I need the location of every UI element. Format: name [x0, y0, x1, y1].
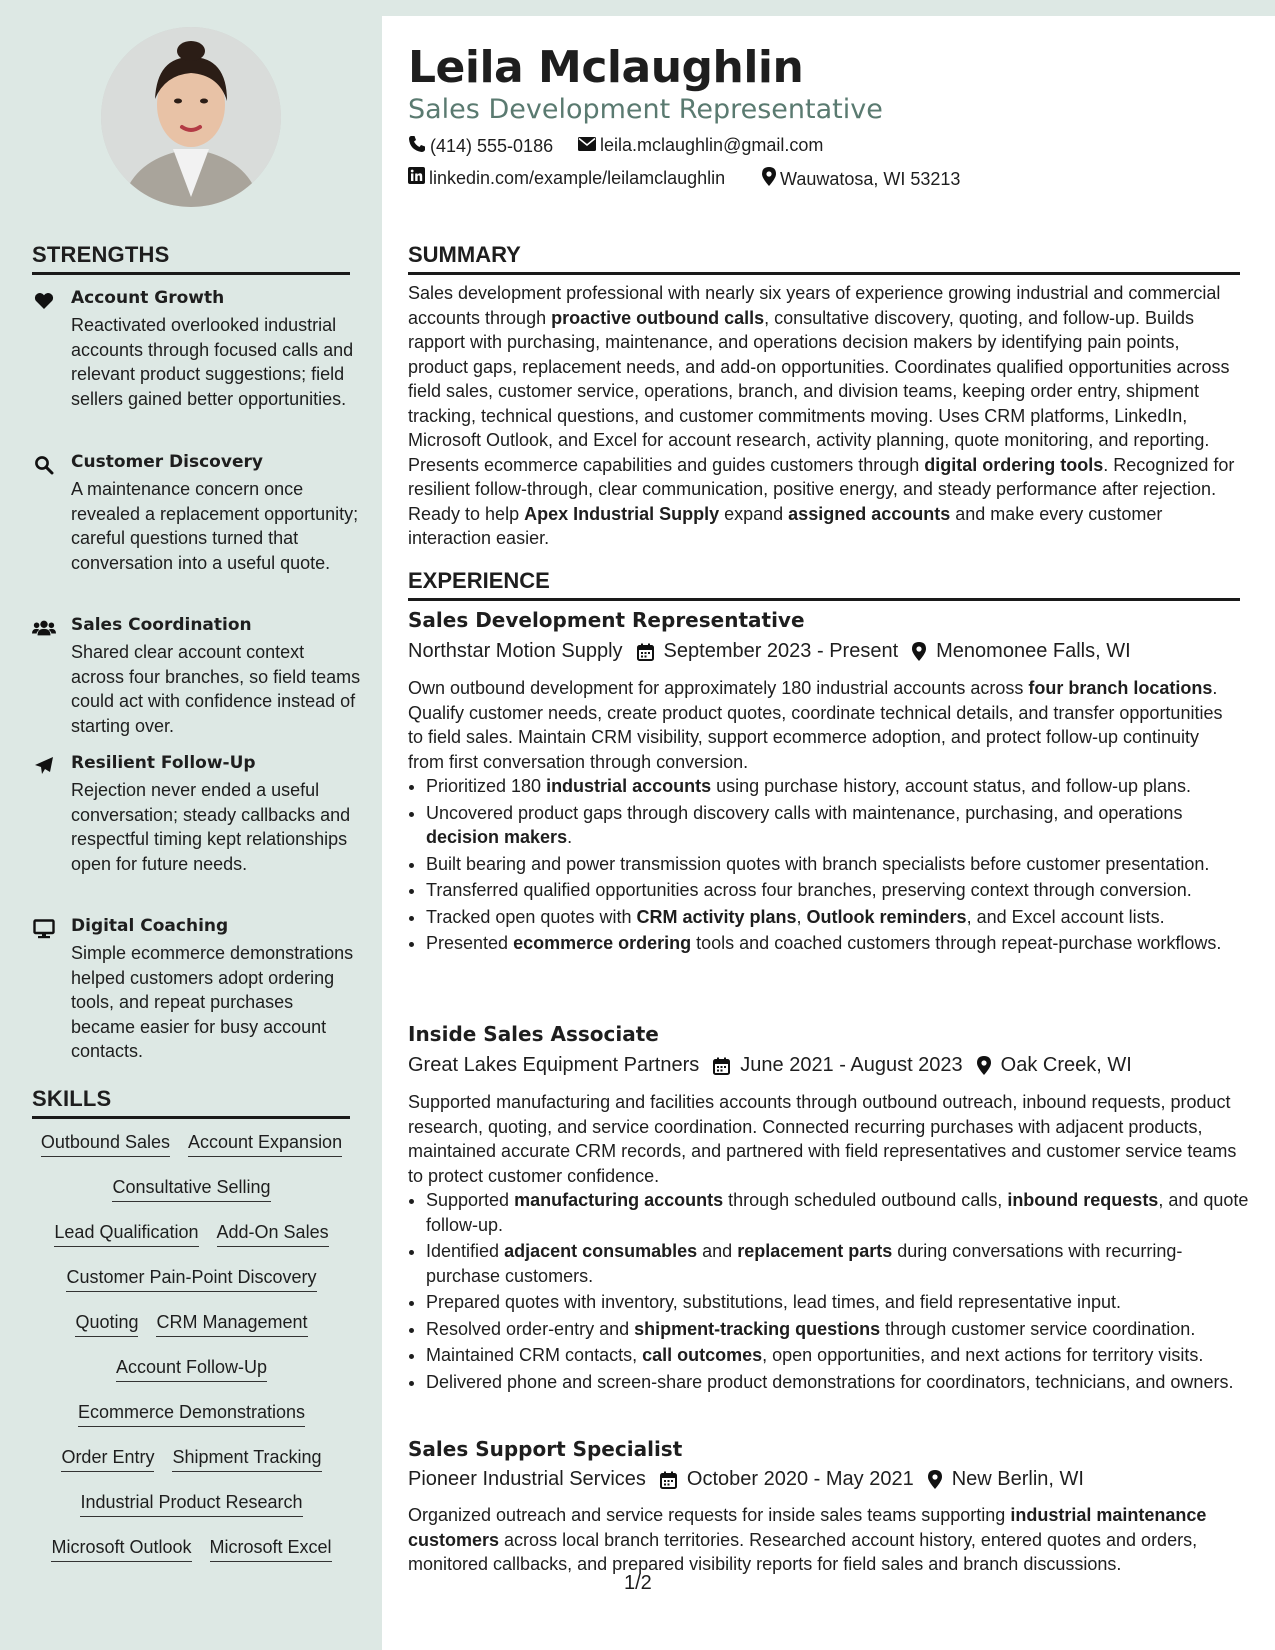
- skills-heading: SKILLS: [32, 1086, 350, 1119]
- users-icon: [32, 617, 56, 639]
- strength-title: Resilient Follow-Up: [71, 753, 256, 773]
- job-meta: [408, 640, 1131, 663]
- skill-tag: Consultative Selling: [112, 1175, 270, 1202]
- job-dates: June 2021 - August 2023: [740, 1054, 963, 1076]
- job-description: Organized outreach and service requests for inside sales teams supporting industrial maintenance customers across local branch territories. Researched account history, entered quotes and orders, monitored callbacks, and prepared visibility reports for field sales and branch discussions.: [408, 1505, 1207, 1574]
- job-location: Menomonee Falls, WI: [936, 640, 1131, 662]
- linkedin-contact: [408, 167, 725, 189]
- skill-tag: Account Follow-Up: [116, 1355, 267, 1382]
- paper-plane-icon: [32, 755, 56, 777]
- map-pin-icon: [912, 642, 926, 661]
- calendar-icon: [660, 1471, 677, 1489]
- job-meta: [408, 1054, 1132, 1077]
- phone-icon: [408, 135, 426, 158]
- job-description: Own outbound development for approximately 180 industrial accounts across four branch locations. Qualify customer needs, create product quotes, coordinate technical details, and transfer opportunities to field sales. Maintain CRM visibility, support ecommerce adoption, and protect follow-up continuity from first conversation through conversion.: [408, 678, 1223, 772]
- list-item: • Tracked open quotes with CRM activity plans, Outlook reminders, and Excel account lists.: [426, 905, 1256, 930]
- search-icon: [32, 454, 56, 476]
- list-item: • Maintained CRM contacts, call outcomes, open opportunities, and next actions for territory visits.: [426, 1343, 1256, 1368]
- list-item: • Presented ecommerce ordering tools and coached customers through repeat-purchase workflows.: [426, 931, 1256, 956]
- list-item: • Delivered phone and screen-share product demonstrations for coordinators, technicians, and owners.: [426, 1370, 1256, 1395]
- email-address[interactable]: leila.mclaughlin@gmail.com: [600, 135, 824, 155]
- strength-description: Rejection never ended a useful conversation; steady callbacks and respectful timing kept relationships open for future needs.: [71, 780, 351, 874]
- skill-tag: Order Entry: [61, 1445, 154, 1472]
- list-item: • Supported manufacturing accounts through scheduled outbound calls, inbound requests, and quote follow-up.: [426, 1188, 1256, 1237]
- strength-description: Shared clear account context across four branches, so field teams could act with confidence instead of starting over.: [71, 642, 361, 736]
- summary-heading: SUMMARY: [408, 242, 1240, 275]
- job-location: New Berlin, WI: [951, 1468, 1084, 1490]
- job-title: Sales Development Representative: [408, 608, 805, 632]
- list-item: • Built bearing and power transmission quotes with branch specialists before customer presentation.: [426, 852, 1256, 877]
- skill-tag: Customer Pain-Point Discovery: [66, 1265, 316, 1292]
- job-dates: September 2023 - Present: [663, 640, 899, 662]
- skill-tag: Microsoft Excel: [210, 1535, 332, 1562]
- job-meta: [408, 1468, 1084, 1491]
- skill-tag: Industrial Product Research: [80, 1490, 302, 1517]
- page-number: 1/2: [624, 1572, 652, 1594]
- skill-tag: Microsoft Outlook: [51, 1535, 191, 1562]
- strength-title: Customer Discovery: [71, 452, 263, 472]
- skill-tag: Quoting: [75, 1310, 138, 1337]
- profile-photo: [101, 27, 281, 207]
- calendar-icon: [637, 643, 654, 661]
- summary-text: Sales development professional with nearly six years of experience growing industrial and commercial accounts through proactive outbound calls, consultative discovery, quoting, and follow-up. Builds rapport with purchasing, maintenance, and operations decision makers by identifying pain points, product gaps, replacement needs, and add-on opportunities. Coordinates qualified opportunities across field sales, customer service, operations, branch, and division teams, keeping order entry, shipment tracking, technical questions, and customer commitments moving. Uses CRM platforms, LinkedIn, Microsoft Outlook, and Excel for account research, activity planning, quote monitoring, and reporting. Presents ecommerce capabilities and guides customers through digital ordering tools. Recognized for resilient follow-through, clear communication, positive energy, and steady performance after rejection. Ready to help Apex Industrial Supply expand assigned accounts and make every customer interaction easier.: [408, 283, 1235, 548]
- map-pin-icon: [928, 1470, 942, 1489]
- job-description: Supported manufacturing and facilities accounts through outbound outreach, inbound requests, product research, quoting, and service coordination. Connected recurring purchases with adjacent products, maintained accurate CRM records, and partnered with field representatives and customer service teams to protect customer confidence.: [408, 1092, 1237, 1186]
- skills-list: [24, 1130, 359, 1580]
- job-dates: October 2020 - May 2021: [686, 1468, 914, 1490]
- email-contact: [578, 135, 823, 156]
- candidate-name: Leila Mclaughlin: [408, 42, 804, 93]
- strengths-heading: STRENGTHS: [32, 242, 350, 275]
- list-item: • Resolved order-entry and shipment-tracking questions through customer service coordination.: [426, 1317, 1256, 1342]
- skill-tag: Ecommerce Demonstrations: [78, 1400, 305, 1427]
- phone-number[interactable]: (414) 555-0186: [430, 136, 554, 156]
- list-item: • Identified adjacent consumables and replacement parts during conversations with recurring-purchase customers.: [426, 1239, 1256, 1288]
- map-pin-icon: [977, 1056, 991, 1075]
- strength-description: Simple ecommerce demonstrations helped customers adopt ordering tools, and repeat purchases became easier for busy account contacts.: [71, 943, 354, 1061]
- strength-title: Sales Coordination: [71, 615, 252, 635]
- company-name: Great Lakes Equipment Partners: [408, 1054, 700, 1076]
- location-contact: [762, 167, 960, 191]
- company-name: Northstar Motion Supply: [408, 640, 623, 662]
- linkedin-url[interactable]: linkedin.com/example/leilamclaughlin: [429, 167, 726, 188]
- strength-title: Digital Coaching: [71, 916, 229, 936]
- monitor-icon: [32, 918, 56, 940]
- list-item: • Prepared quotes with inventory, substitutions, lead times, and field representative input.: [426, 1290, 1256, 1315]
- phone-contact: [408, 135, 553, 158]
- heart-icon: [32, 290, 56, 312]
- list-item: • Prioritized 180 industrial accounts using purchase history, account status, and follow-up plans.: [426, 774, 1256, 799]
- job-location: Oak Creek, WI: [1000, 1054, 1132, 1076]
- skill-tag: Add-On Sales: [217, 1220, 329, 1247]
- list-item: • Uncovered product gaps through discovery calls with maintenance, purchasing, and operations decision makers.: [426, 801, 1256, 850]
- job-title: Sales Support Specialist: [408, 1437, 683, 1461]
- skill-tag: Account Expansion: [188, 1130, 342, 1157]
- strength-description: A maintenance concern once revealed a replacement opportunity; careful questions turned that conversation into a useful quote.: [71, 479, 359, 573]
- map-pin-icon: [762, 167, 776, 191]
- skill-tag: Lead Qualification: [54, 1220, 198, 1247]
- calendar-icon: [713, 1057, 730, 1075]
- candidate-role: Sales Development Representative: [408, 94, 883, 125]
- envelope-icon: [578, 135, 596, 156]
- job-bullets: [408, 774, 1256, 958]
- job-bullets: [408, 1188, 1256, 1396]
- skill-tag: Shipment Tracking: [172, 1445, 321, 1472]
- company-name: Pioneer Industrial Services: [408, 1468, 646, 1490]
- location-text: Wauwatosa, WI 53213: [780, 168, 961, 189]
- strength-description: Reactivated overlooked industrial accounts through focused calls and relevant product suggestions; field sellers gained better opportunities.: [71, 315, 354, 409]
- sidebar: [0, 0, 382, 1650]
- job-title: Inside Sales Associate: [408, 1022, 659, 1046]
- list-item: • Transferred qualified opportunities across four branches, preserving context through conversion.: [426, 878, 1256, 903]
- strength-title: Account Growth: [71, 288, 225, 308]
- skill-tag: CRM Management: [156, 1310, 307, 1337]
- skill-tag: Outbound Sales: [41, 1130, 170, 1157]
- experience-heading: EXPERIENCE: [408, 568, 1240, 601]
- linkedin-icon: [408, 167, 425, 189]
